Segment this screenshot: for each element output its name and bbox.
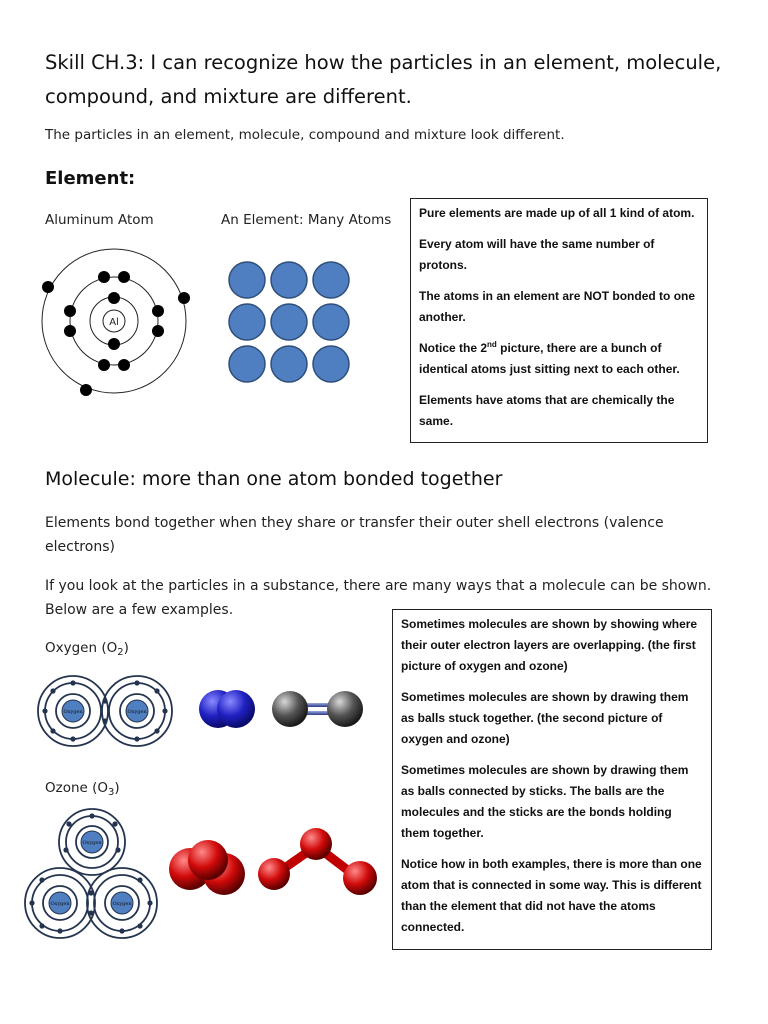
electron <box>64 325 76 337</box>
electron <box>112 821 117 826</box>
nucleus-label: Al <box>109 317 119 328</box>
oxygen-ball-stick-model <box>270 686 366 732</box>
element-heading: Element: <box>45 168 136 189</box>
electron <box>88 910 93 915</box>
electron <box>108 292 120 304</box>
electron <box>102 698 107 703</box>
electron <box>50 688 55 693</box>
electron <box>29 900 34 905</box>
atom <box>271 346 307 382</box>
electron <box>154 688 159 693</box>
electron <box>102 718 107 723</box>
electron <box>50 728 55 733</box>
atom <box>313 304 349 340</box>
electron <box>119 928 124 933</box>
element-fact-4: Notice the 2nd picture, there are a bunch of identical atoms just sitting next to each other. <box>419 340 680 376</box>
electron <box>63 847 68 852</box>
electron <box>134 736 139 741</box>
electron <box>137 923 142 928</box>
atom <box>313 346 349 382</box>
atom <box>271 262 307 298</box>
atom <box>229 304 265 340</box>
molecule-fact-3: Sometimes molecules are shown by drawing them as balls connected by sticks. The balls are the molecules and the sticks are the bonds holding them together. <box>401 763 689 840</box>
electron <box>152 305 164 317</box>
atom <box>229 262 265 298</box>
electron <box>57 928 62 933</box>
electron <box>88 890 93 895</box>
oxygen-atom-label: Oxygen <box>82 840 102 846</box>
oxygen-atom-label: Oxygen <box>50 901 70 907</box>
oxygen-ball-model <box>198 686 262 732</box>
molecule-info-box <box>392 609 712 950</box>
ozone-caption: Ozone $(O_3)$ <box>45 780 120 798</box>
electron <box>118 359 130 371</box>
element-fact-3: The atoms in an element are NOT bonded to one another. <box>419 289 696 324</box>
molecule-fact-4: Notice how in both examples, there is more than one atom that is connected in some way. This is different than the element that did not have the atoms connected. <box>401 857 702 934</box>
electron <box>66 821 71 826</box>
molecule-fact-1: Sometimes molecules are shown by showing where their outer electron layers are overlapping. (the first picture of oxygen and ozone) <box>401 617 698 673</box>
aluminum-atom-diagram <box>38 240 198 400</box>
element-atom-grid <box>226 258 356 388</box>
atom <box>313 262 349 298</box>
ozone-ball-stick-model <box>254 826 382 900</box>
oxygen-caption: Oxygen $(O_2)$ <box>45 640 129 658</box>
electron <box>162 708 167 713</box>
electron <box>154 728 159 733</box>
electron <box>89 813 94 818</box>
electron <box>147 900 152 905</box>
molecule-paragraph-1: Elements bond together when they share or transfer their outer shell electrons (valence electrons) <box>45 515 664 555</box>
electron <box>152 325 164 337</box>
oxygen-atom-label: Oxygen <box>112 901 132 907</box>
electron <box>39 923 44 928</box>
electron <box>178 292 190 304</box>
atom <box>229 346 265 382</box>
electron <box>42 281 54 293</box>
electron <box>98 359 110 371</box>
oxygen-shell-diagram <box>36 670 178 752</box>
electron <box>118 271 130 283</box>
element-fact-1: Pure elements are made up of all 1 kind of atom. <box>419 206 695 220</box>
atom <box>271 304 307 340</box>
element-fact-2: Every atom will have the same number of protons. <box>419 237 655 272</box>
intro-text: The particles in an element, molecule, compound and mixture look different. <box>45 127 565 143</box>
element-fact-5: Elements have atoms that are chemically the same. <box>419 393 675 428</box>
aluminum-atom-caption: Aluminum Atom <box>45 212 154 228</box>
ozone-shell-diagram <box>22 808 164 944</box>
electron <box>70 736 75 741</box>
page-title: Skill CH.3: I can recognize how the particles in an element, molecule, compound, and mixture are different. <box>45 51 722 108</box>
electron <box>42 708 47 713</box>
electron <box>39 877 44 882</box>
molecule-fact-2: Sometimes molecules are shown by drawing them as balls stuck together. (the second picture of oxygen and ozone) <box>401 690 689 746</box>
ozone-ball-model <box>166 836 250 902</box>
oxygen-atom-label: Oxygen <box>63 709 83 715</box>
electron <box>137 877 142 882</box>
electron <box>80 384 92 396</box>
electron <box>64 305 76 317</box>
molecule-paragraph-2: If you look at the particles in a substance, there are many ways that a molecule can be shown. Below are a few examples. <box>45 578 712 618</box>
oxygen-atom-label: Oxygen <box>127 709 147 715</box>
molecule-heading: Molecule: more than one atom bonded together <box>45 468 503 490</box>
electron <box>134 680 139 685</box>
electron <box>70 680 75 685</box>
electron <box>108 338 120 350</box>
electron <box>115 847 120 852</box>
element-info-box <box>410 198 708 443</box>
many-atoms-caption: An Element: Many Atoms <box>221 212 392 228</box>
electron <box>98 271 110 283</box>
